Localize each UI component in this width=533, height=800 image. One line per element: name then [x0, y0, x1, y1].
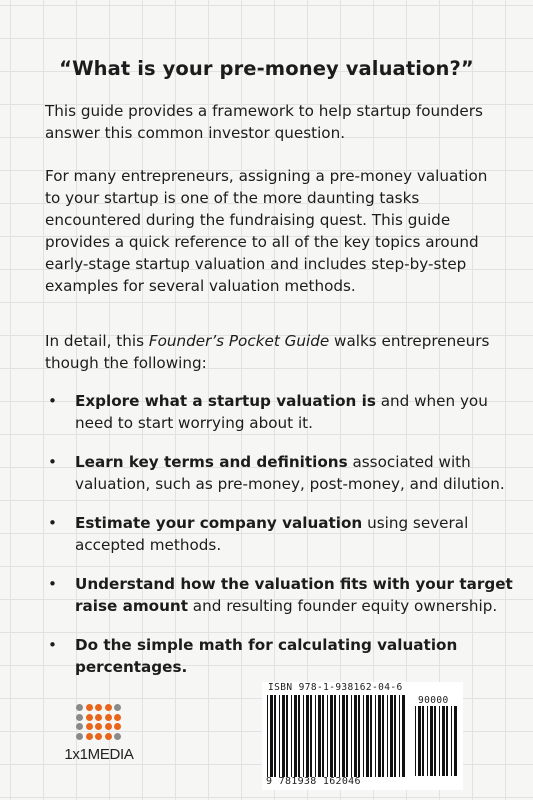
- list-item-bold: Explore what a startup valuation is: [75, 392, 376, 410]
- barcode-bar: [279, 695, 280, 777]
- list-item-text: and when you need to start worrying about it.: [75, 392, 488, 432]
- logo-dot: [86, 723, 93, 730]
- barcode-bar: [427, 706, 428, 776]
- description-paragraph: For many entrepreneurs, assigning a pre-money valuation to your startup is one of the more daunting tasks encountered during the fundraising quest. This guide provides a quick reference to all of the key topics around early-stage startup valuation and includes step-by-step examples for several valuation methods.: [45, 167, 488, 295]
- barcode-bar: [318, 695, 321, 777]
- barcode-bar: [430, 706, 433, 776]
- barcode-bar: [291, 695, 292, 777]
- barcode-bar: [418, 706, 421, 776]
- barcode-bar: [390, 695, 393, 777]
- logo-dot: [105, 714, 112, 721]
- barcode-icon: [266, 695, 406, 777]
- barcode-bar: [322, 695, 324, 777]
- logo-dot: [76, 704, 83, 711]
- list-item: [45, 390, 515, 434]
- logo-dot: [105, 733, 112, 740]
- barcode-bar: [394, 695, 396, 777]
- logo-dot: [76, 733, 83, 740]
- list-item-text: associated with valuation, such as pre-money, post-money, and dilution.: [75, 453, 505, 493]
- logo-dot: [105, 723, 112, 730]
- barcode-bar: [387, 695, 388, 777]
- list-item: [45, 573, 515, 617]
- barcode-bar: [370, 695, 372, 777]
- logo-dot: [95, 733, 102, 740]
- guide-title: Founder’s Pocket Guide: [148, 332, 330, 350]
- barcode-bar: [363, 695, 364, 777]
- logo-dot: [76, 723, 83, 730]
- page-heading: “What is your pre-money valuation?”: [59, 57, 474, 80]
- barcode-bar: [339, 695, 340, 777]
- bullet-icon: •: [48, 636, 57, 654]
- list-item: [45, 634, 515, 678]
- list-item-bold: Learn key terms and definitions: [75, 453, 348, 471]
- list-item: [45, 451, 515, 495]
- isbn-number: ISBN 978-1-938162-04-6: [268, 682, 403, 693]
- list-item-bold: Estimate your company valuation: [75, 514, 363, 532]
- barcode-bar: [422, 706, 424, 776]
- barcode-bar: [454, 706, 457, 776]
- barcode-bar: [378, 695, 381, 777]
- list-item-text: using several accepted methods.: [75, 514, 469, 554]
- barcode-bar: [434, 706, 436, 776]
- bullet-icon: •: [48, 514, 57, 532]
- feature-list: [45, 390, 515, 695]
- barcode-bar: [351, 695, 352, 777]
- logo-dot: [76, 714, 83, 721]
- logo-dot: [114, 714, 121, 721]
- detail-text-start: In detail, this: [45, 332, 149, 350]
- isbn-barcode: [262, 682, 463, 790]
- list-item-bold: Do the simple math for calculating valuation percentages.: [75, 636, 458, 676]
- barcode-bar: [310, 695, 312, 777]
- publisher-logo: [56, 704, 142, 763]
- barcode-bar: [327, 695, 328, 777]
- bullet-icon: •: [48, 392, 57, 410]
- barcode-bar: [346, 695, 348, 777]
- logo-dot: [105, 704, 112, 711]
- bullet-icon: •: [48, 453, 57, 471]
- barcode-bar: [267, 695, 268, 777]
- barcode-bar: [282, 695, 285, 777]
- barcode-bar: [270, 695, 273, 777]
- logo-dot: [114, 704, 121, 711]
- logo-dot: [95, 714, 102, 721]
- detail-paragraph: [45, 330, 505, 374]
- logo-dot-grid-icon: [76, 704, 124, 743]
- logo-dot: [95, 723, 102, 730]
- barcode-bar: [330, 695, 333, 777]
- detail-text-end: walks entrepreneurs though the following:: [45, 332, 490, 372]
- barcode-bar: [286, 695, 288, 777]
- list-item: [45, 512, 515, 556]
- logo-dot: [86, 704, 93, 711]
- barcode-bar: [342, 695, 345, 777]
- barcode-bar: [375, 695, 376, 777]
- barcode-bar: [315, 695, 316, 777]
- logo-dot: [95, 704, 102, 711]
- list-item-bold: Understand how the valuation fits with your target raise amount: [75, 575, 513, 615]
- list-item-text: and resulting founder equity ownership.: [187, 597, 498, 615]
- barcode-bar: [451, 706, 452, 776]
- barcode-bar: [306, 695, 309, 777]
- logo-dot: [114, 733, 121, 740]
- barcode-bar: [439, 706, 440, 776]
- intro-paragraph: This guide provides a framework to help startup founders answer this common investor question.: [45, 102, 483, 142]
- barcode-bar: [415, 706, 416, 776]
- logo-dot: [86, 733, 93, 740]
- publisher-name: 1x1MEDIA: [64, 746, 134, 763]
- barcode-bar: [334, 695, 336, 777]
- barcode-bar: [366, 695, 369, 777]
- barcode-bar: [274, 695, 276, 777]
- barcode-bar: [354, 695, 357, 777]
- barcode-bar: [399, 695, 400, 777]
- barcode-bar: [303, 695, 304, 777]
- addon-barcode-icon: [414, 706, 458, 776]
- barcode-digits: 9 781938 162046: [266, 776, 361, 787]
- bullet-icon: •: [48, 575, 57, 593]
- logo-dot: [86, 714, 93, 721]
- barcode-bar: [294, 695, 297, 777]
- barcode-bar: [402, 695, 405, 777]
- price-code: 90000: [418, 695, 449, 706]
- barcode-bar: [442, 706, 445, 776]
- logo-dot: [114, 723, 121, 730]
- barcode-bar: [446, 706, 448, 776]
- barcode-bar: [358, 695, 360, 777]
- barcode-bar: [382, 695, 384, 777]
- barcode-bar: [298, 695, 300, 777]
